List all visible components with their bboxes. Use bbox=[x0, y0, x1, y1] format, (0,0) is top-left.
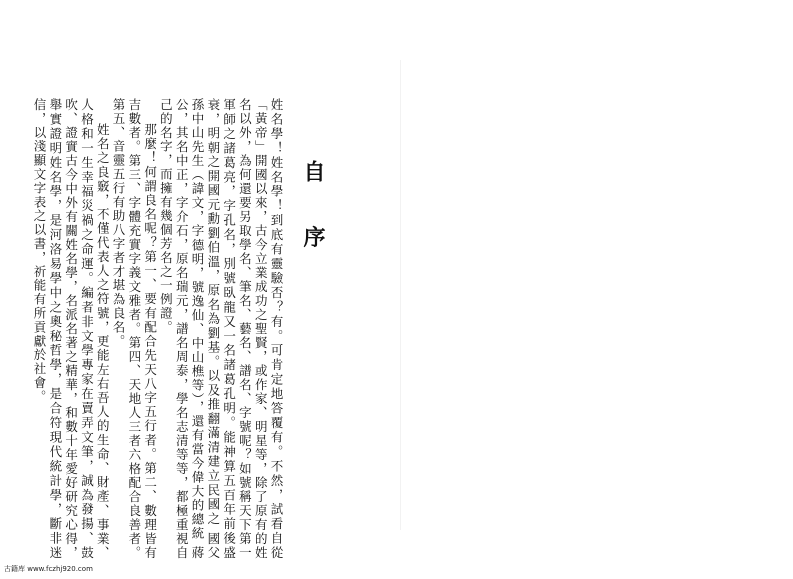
preface-title: 自 序 bbox=[300, 160, 326, 266]
preface-paragraph-3: 姓名之良竅，不僅代表人之符號，更能左右吾人的生命、財產、事業、人格和一生幸福災禍之命運。編者非文學專家在賣弄文筆，誠為發揚、鼓吹、證實古今中外有關姓名學，名派名著之精華，和數十年愛好研究心得，舉實證明姓名學，是河洛易學中之奧秘哲學，是合符現代統計學，斷非迷信，以淺顯文字表之以書，祈能有所貢獻於社會。 bbox=[32, 98, 111, 560]
watermark-footer: 古籍库 www.fczhj920.com bbox=[4, 565, 93, 573]
preface-paragraph-2: 那麼！何謂良名呢？第一、要有配合先天八字五行者。第二、數理皆有吉數者。第三、字體充實字義文雅者。第四、天地人三者六格配合良善者。第五、音靈五行有助八字者才堪為良名。 bbox=[111, 98, 158, 560]
page-gutter-divider bbox=[400, 60, 401, 530]
preface-body bbox=[32, 98, 284, 560]
preface-paragraph-1: 姓名學！姓名學！到底有靈驗否？有。可肯定地答覆有。不然，試看自從「黃帝」開國以來，古今立業成功之聖賢，或作家、明星等，除了原有的姓名以外，為何還要另取學名、筆名、藝名、譜名、字號呢？如號稱天下第一軍師之諸葛亮，字孔名，別號臥龍又一名諸葛孔明。能神算五百年前後盛衰，明朝之開國元勳劉伯溫，原名為劉基。以及推翻滿清建立民國之 國父孫中山先生（諱文，字德明，號逸仙、中山樵等），還有當今偉大的總統 蔣公，其名中正，字介石，原名瑞元，譜名周泰，學名志清等等，都極重視自己的名字，而擁有幾個芳名之一例證。 bbox=[158, 98, 284, 560]
